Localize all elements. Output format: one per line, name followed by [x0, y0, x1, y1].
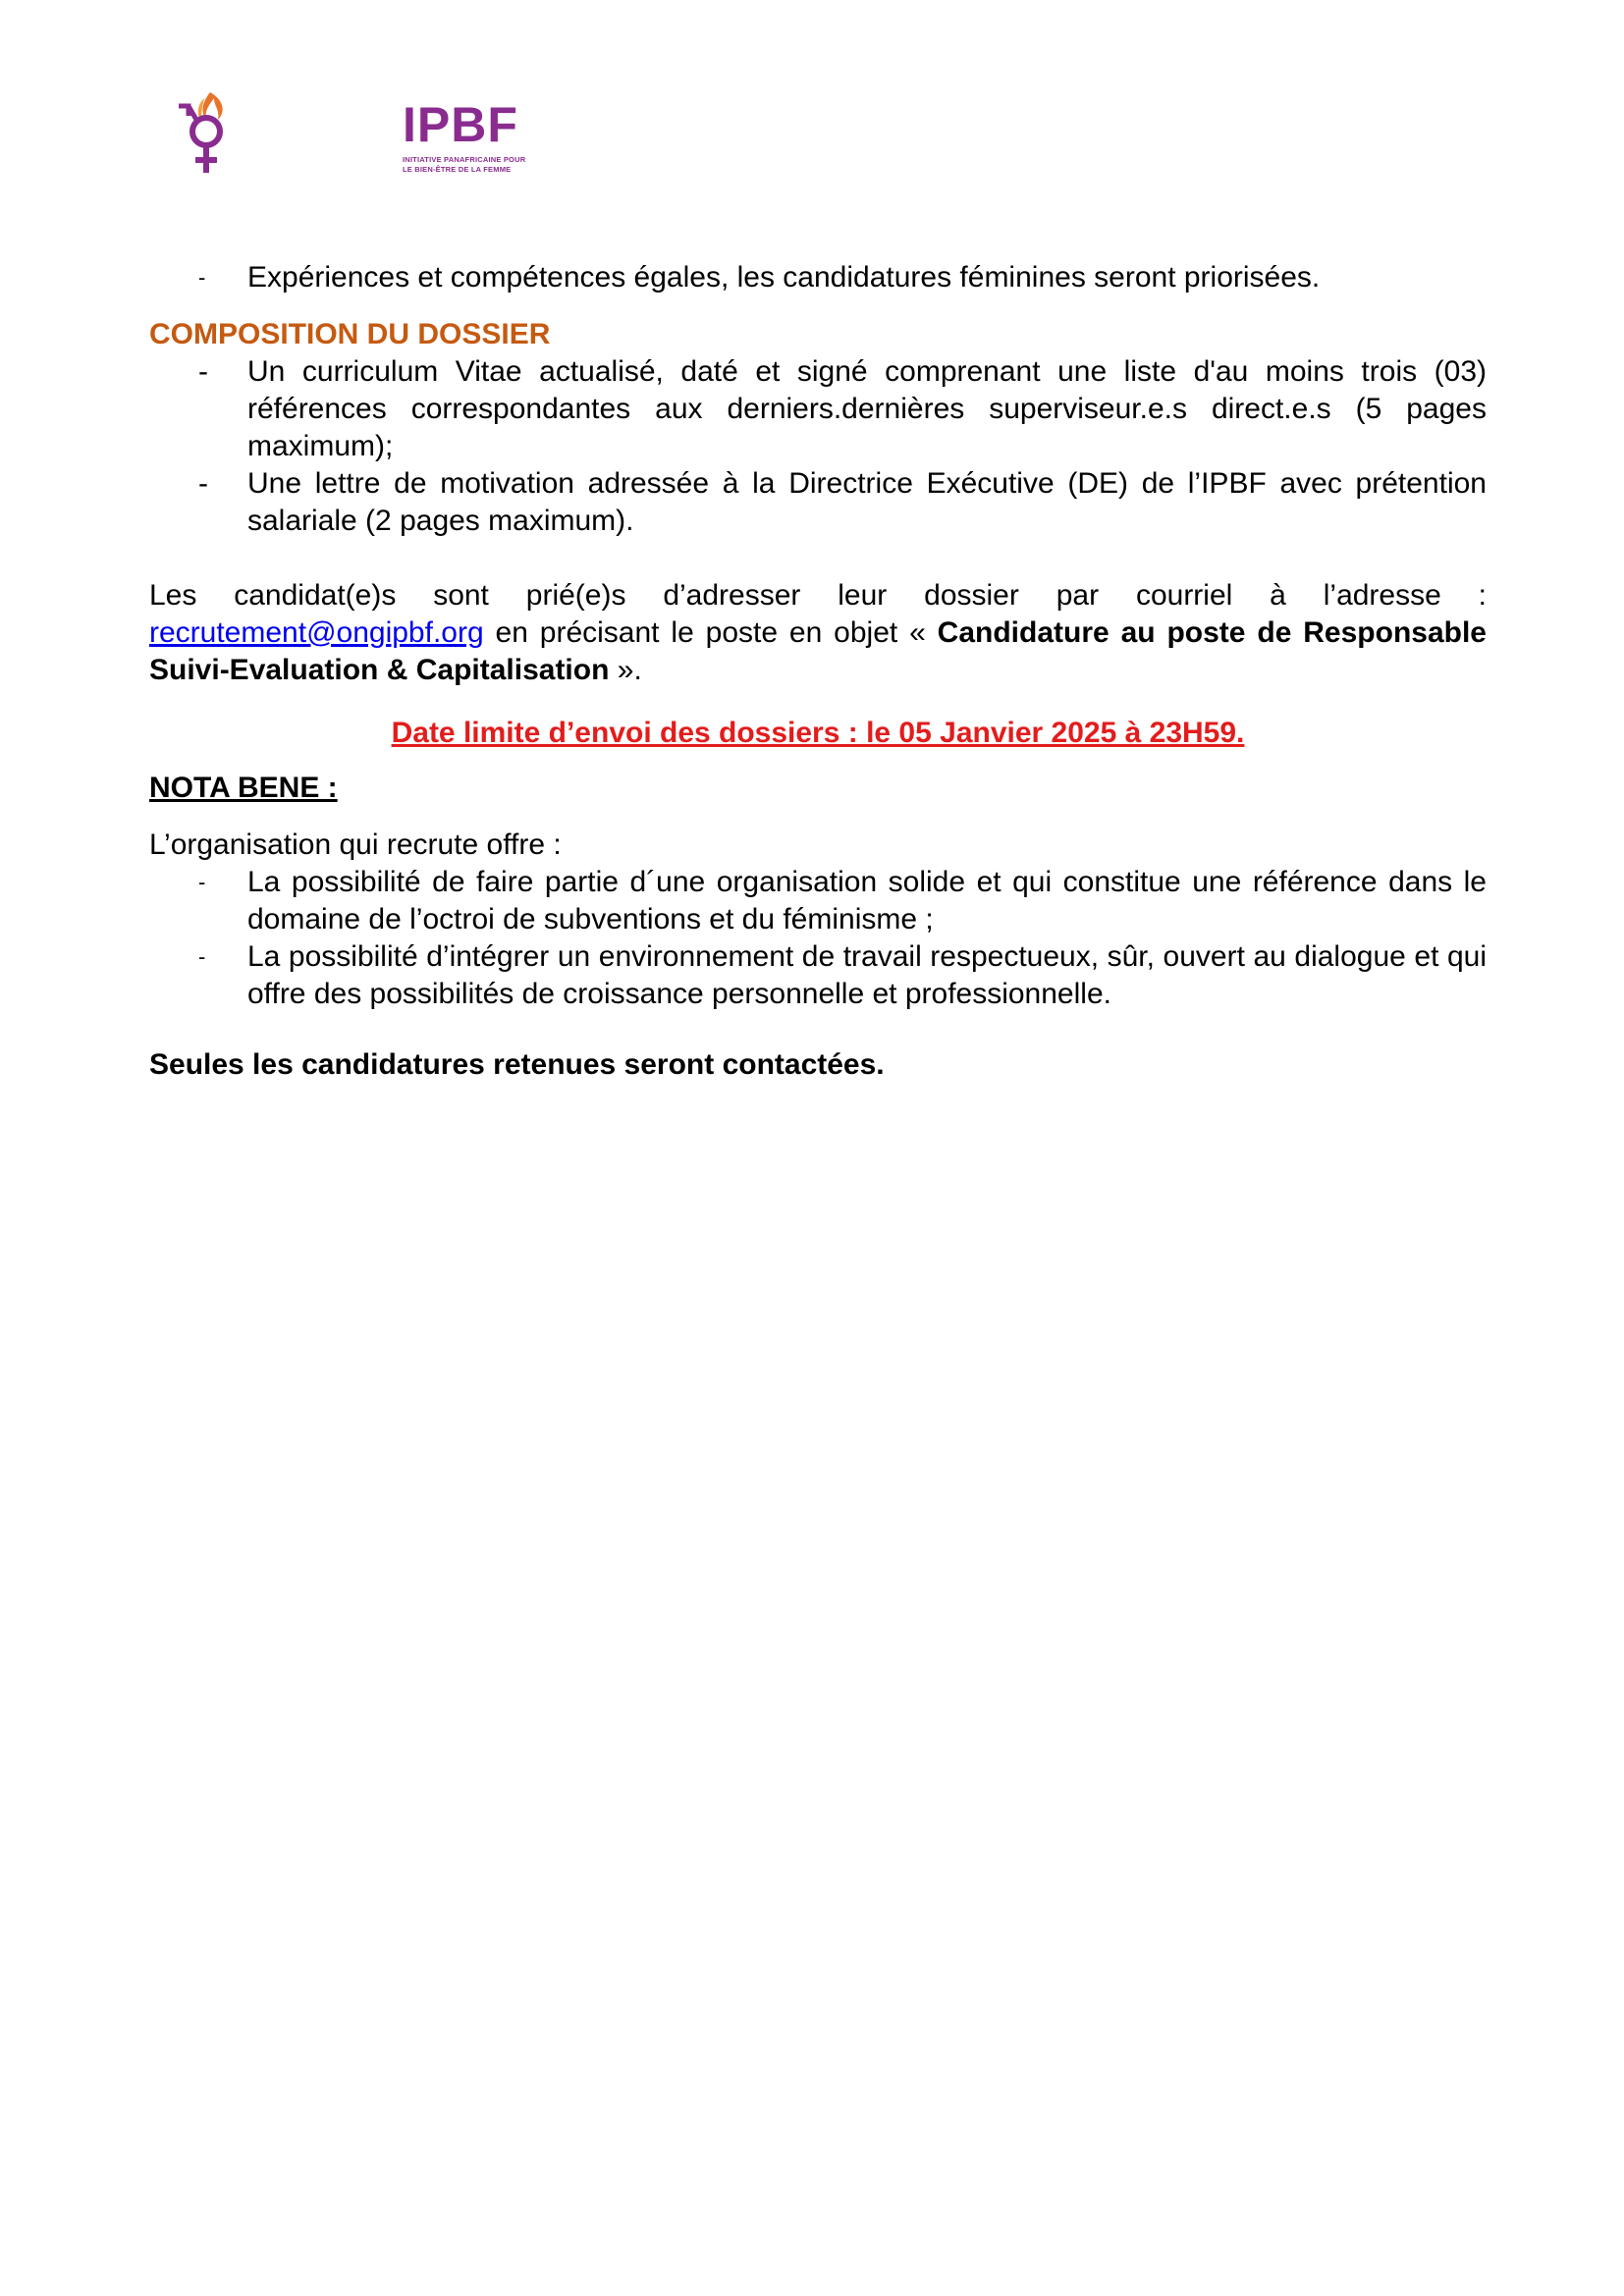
ipbf-logo	[175, 88, 526, 196]
intro-bullet	[149, 259, 1487, 296]
bullet-dash: -	[198, 944, 206, 969]
female-symbol-flame-icon	[175, 88, 244, 182]
intro-bullet-text: Expériences et compétences égales, les candidatures féminines seront priorisées.	[247, 261, 1321, 294]
nota-bene-intro: L’organisation qui recrute offre :	[149, 828, 562, 861]
bullet-dash: -	[198, 870, 206, 894]
bullet-dash: -	[198, 355, 208, 388]
nota-bene-heading: NOTA BENE :	[149, 772, 338, 804]
logo-tagline-line2: LE BIEN-ÊTRE DE LA FEMME	[403, 165, 512, 174]
nota-bene-item-organisation	[149, 864, 1487, 938]
nota-bene-item-environment	[149, 938, 1487, 1013]
logo-wordmark: IPBF	[403, 97, 518, 152]
email-link[interactable]: recrutement@ongipbf.org	[149, 616, 484, 649]
bullet-dash: -	[198, 265, 206, 290]
logo-tagline-line1: INITIATIVE PANAFRICAINE POUR	[403, 155, 526, 164]
spacer	[149, 540, 1487, 577]
document-body	[149, 259, 1487, 1084]
submission-text-after: en précisant le poste en objet «	[495, 616, 926, 649]
deadline-notice: Date limite d’envoi des dossiers : le 05 Janvier 2025 à 23H59.	[391, 717, 1245, 749]
composition-heading: COMPOSITION DU DOSSIER	[149, 318, 551, 350]
composition-item-letter	[149, 465, 1487, 540]
composition-item-cv	[149, 353, 1487, 465]
composition-item-text: Une lettre de motivation adressée à la Directrice Exécutive (DE) de l’IPBF avec prétention salariale (2 pages maximum).	[247, 467, 1487, 537]
nota-bene-item-text: La possibilité d’intégrer un environnement de travail respectueux, sûr, ouvert au dialogue et qui offre des possibilités de croissance personnelle et professionnelle.	[247, 940, 1487, 1010]
closing-statement: Seules les candidatures retenues seront contactées.	[149, 1048, 885, 1081]
composition-item-text: Un curriculum Vitae actualisé, daté et signé comprenant une liste d'au moins trois (03) références correspondantes aux derniers.dernières superviseur.e.s direct.e.s (5 pages maximum);	[247, 355, 1487, 462]
nota-bene-item-text: La possibilité de faire partie d´une organisation solide et qui constitue une référence dans le domaine de l’octroi de subventions et du féminisme ;	[247, 866, 1487, 935]
submission-closing-quote: ».	[617, 654, 642, 686]
submission-subject: Candidature au poste de Responsable Suivi-Evaluation & Capitalisation	[149, 616, 1487, 686]
submission-text-before: Les candidat(e)s sont prié(e)s d’adresser leur dossier par courriel à l’adresse :	[149, 579, 1487, 612]
bullet-dash: -	[198, 467, 208, 500]
submission-paragraph	[149, 577, 1487, 689]
